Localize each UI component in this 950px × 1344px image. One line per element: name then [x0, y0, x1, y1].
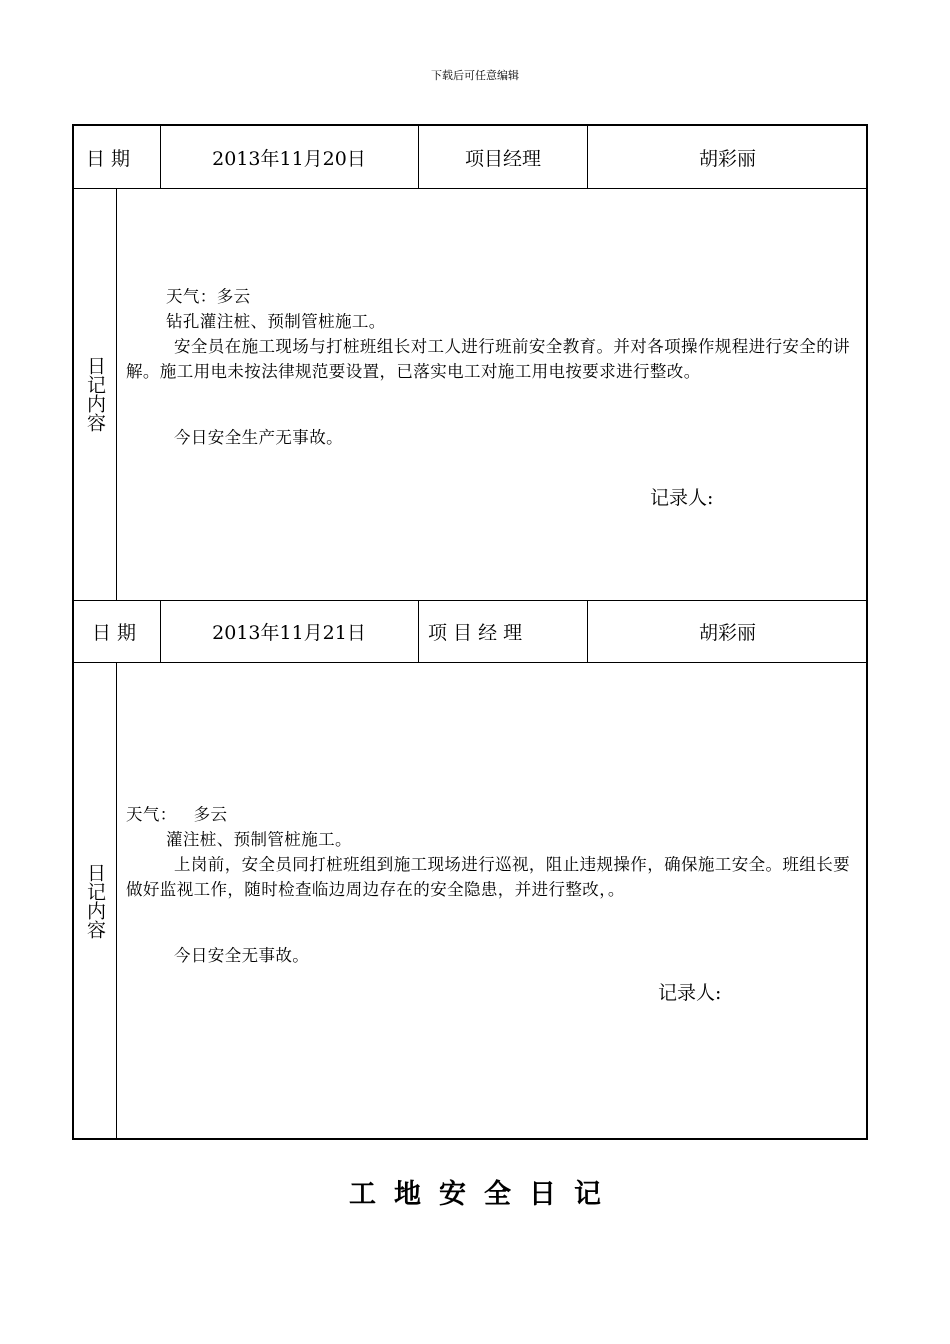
- summary-line: 今日安全无事故。: [174, 946, 310, 965]
- manager-label: 项目经理: [464, 147, 541, 170]
- manager-label: 项 目 经 理: [428, 621, 523, 644]
- summary-line: 今日安全生产无事故。: [174, 428, 343, 447]
- date-label: 日 期: [92, 621, 137, 644]
- weather-line: 天气： 多云: [126, 805, 228, 824]
- diary-content: [126, 802, 861, 968]
- safety-note: 安全员在施工现场与打桩班组长对工人进行班前安全教育。并对各项操作规程进行安全的讲解。施工用电未按法律规范要设置，已落实电工对施工用电按要求进行整改。: [126, 337, 850, 381]
- manager-name: 胡彩丽: [698, 621, 756, 644]
- diary-content: [126, 284, 861, 450]
- diary-content-label: 日记内容: [84, 356, 106, 432]
- safety-log-table: [72, 124, 868, 1140]
- manager-name: 胡彩丽: [698, 147, 756, 170]
- work-line: 钻孔灌注桩、预制管桩施工。: [166, 312, 386, 331]
- page-title: 工地安全日记: [349, 1179, 619, 1210]
- safety-note: 上岗前，安全员同打桩班组到施工现场进行巡视，阻止违规操作，确保施工安全。班组长要做好监视工作，随时检查临边周边存在的安全隐患，并进行整改，。: [126, 855, 850, 899]
- header-note: 下载后可任意编辑: [431, 69, 519, 82]
- recorder-label: 记录人:: [650, 487, 714, 509]
- date-value: 2013年11月21日: [212, 621, 366, 644]
- date-label: 日 期: [86, 147, 131, 170]
- date-value: 2013年11月20日: [212, 147, 366, 170]
- recorder-label: 记录人:: [658, 982, 722, 1004]
- weather-line: 天气：多云: [166, 287, 251, 306]
- work-line: 灌注桩、预制管桩施工。: [166, 830, 352, 849]
- diary-content-label: 日记内容: [84, 863, 106, 939]
